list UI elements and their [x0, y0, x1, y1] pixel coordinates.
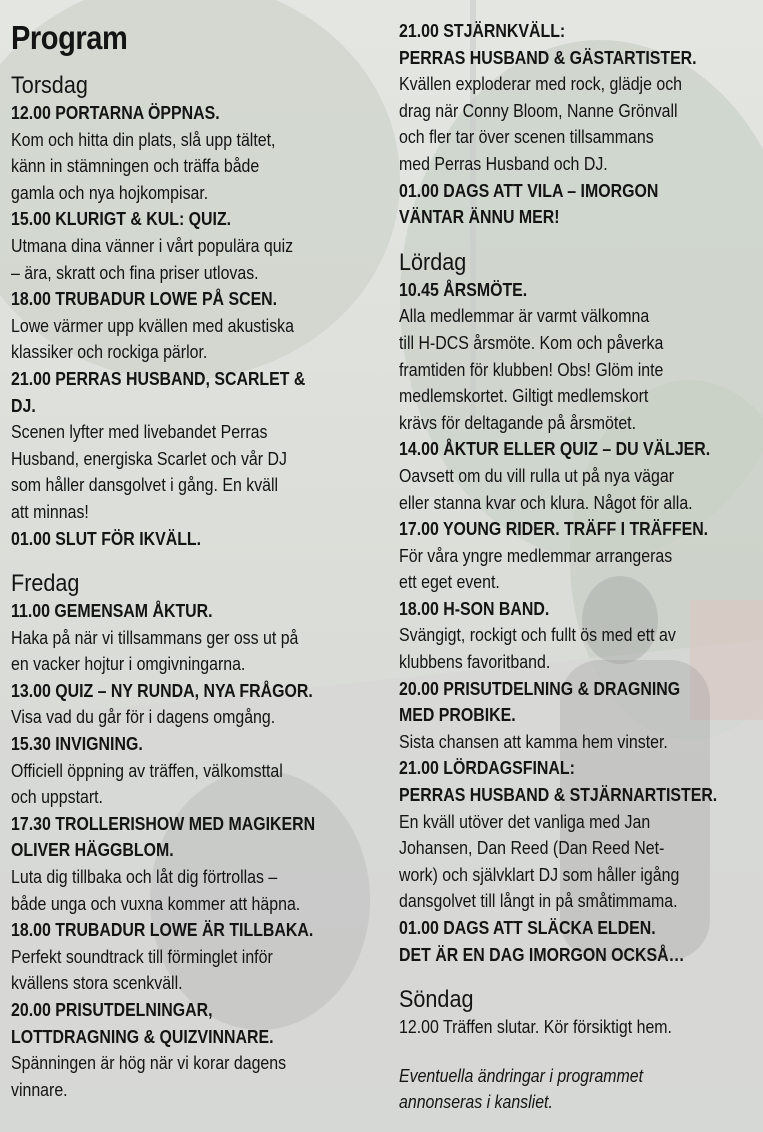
event-heading: LOTTDRAGNING & QUIZVINNARE. — [11, 1025, 274, 1047]
event-description: Spänningen är hög när vi korar dagens — [11, 1052, 287, 1074]
event-description: Haka på när vi tillsammans ger oss ut på — [11, 626, 299, 648]
event-description: drag när Conny Bloom, Nanne Grönvall — [399, 99, 678, 121]
event-heading: 15.30 INVIGNING. — [11, 733, 143, 755]
event-list-fredag — [11, 598, 383, 1103]
event-heading: DJ. — [11, 394, 36, 416]
event-description: som håller dansgolvet i gång. En kväll — [11, 474, 279, 496]
event-description: kvällens stora scenkväll. — [11, 972, 183, 994]
event-list-torsdag — [11, 100, 383, 552]
event-heading: 21.00 PERRAS HUSBAND, SCARLET & — [11, 367, 306, 389]
event-heading: PERRAS HUSBAND & GÄSTARTISTER. — [399, 46, 697, 68]
event-heading: PERRAS HUSBAND & STJÄRNARTISTER. — [399, 784, 718, 806]
event-description: dansgolvet till långt in på småtimmama. — [399, 890, 678, 912]
event-description: ett eget event. — [399, 571, 500, 593]
right-column — [399, 0, 759, 1116]
page-title: Program — [11, 19, 128, 56]
day-heading-fredag: Fredag — [11, 570, 80, 598]
event-description: framtiden för klubben! Obs! Glöm inte — [399, 358, 664, 380]
event-description: work) och självklart DJ som håller igång — [399, 863, 680, 885]
event-description: eller stanna kvar och klura. Något för alla. — [399, 491, 693, 513]
event-heading: 20.00 PRISUTDELNING & DRAGNING — [399, 677, 681, 699]
event-description: Husband, energiska Scarlet och vår DJ — [11, 447, 287, 469]
event-heading: 20.00 PRISUTDELNINGAR, — [11, 999, 213, 1020]
event-heading: 01.00 SLUT FÖR IKVÄLL. — [11, 527, 202, 549]
event-description: 12.00 Träffen slutar. Kör försiktigt hem. — [399, 1016, 672, 1038]
event-heading: DET ÄR EN DAG IMORGON OCKSÅ… — [399, 943, 685, 965]
event-list-lordag — [399, 277, 759, 968]
event-heading: 21.00 LÖRDAGSFINAL: — [399, 757, 575, 779]
event-list-sondag — [399, 1014, 759, 1041]
event-description: krävs för deltagande på årsmötet. — [399, 411, 637, 433]
event-description: Sista chansen att kamma hem vinster. — [399, 730, 668, 752]
event-heading: 18.00 H-SON BAND. — [399, 597, 550, 619]
changes-note-line: Eventuella ändringar i programmet — [399, 1064, 644, 1086]
event-heading: 15.00 KLURIGT & KUL: QUIZ. — [11, 208, 232, 230]
event-description: Perfekt soundtrack till förminglet inför — [11, 945, 273, 967]
event-description: till H-DCS årsmöte. Kom och påverka — [399, 331, 664, 353]
event-description: känn in stämningen och träffa både — [11, 155, 260, 177]
event-description: Kvällen exploderar med rock, glädje och — [399, 73, 683, 95]
event-description: Luta dig tillbaka och låt dig förtrollas – — [11, 866, 278, 888]
event-heading: MED PROBIKE. — [399, 704, 516, 726]
event-description: Utmana dina vänner i vårt populära quiz — [11, 234, 294, 256]
event-description: klassiker och rockiga pärlor. — [11, 341, 208, 363]
event-description: Visa vad du går för i dagens omgång. — [11, 706, 276, 728]
event-description: vinnare. — [11, 1078, 68, 1100]
event-description: och uppstart. — [11, 786, 103, 808]
event-heading: VÄNTAR ÄNNU MER! — [399, 206, 560, 228]
changes-note-line: annonseras i kansliet. — [399, 1091, 553, 1113]
event-heading: 14.00 ÅKTUR ELLER QUIZ – DU VÄLJER. — [399, 438, 711, 460]
day-heading-sondag: Söndag — [399, 986, 474, 1014]
event-description: medlemskortet. Giltigt medlemskort — [399, 385, 649, 407]
event-description: Kom och hitta din plats, slå upp tältet, — [11, 128, 276, 150]
event-description: Alla medlemmar är varmt välkomna — [399, 305, 650, 327]
event-heading: 13.00 QUIZ – NY RUNDA, NYA FRÅGOR. — [11, 679, 313, 701]
event-description: – ära, skratt och fina priser utlovas. — [11, 261, 259, 283]
day-heading-torsdag: Torsdag — [11, 72, 88, 99]
event-heading: 17.00 YOUNG RIDER. TRÄFF I TRÄFFEN. — [399, 518, 709, 540]
event-description: Oavsett om du vill rulla ut på nya vägar — [399, 464, 675, 486]
event-description: både unga och vuxna kommer att häpna. — [11, 892, 301, 914]
event-heading: 01.00 DAGS ATT VILA – IMORGON — [399, 179, 659, 201]
left-column — [11, 0, 383, 1103]
event-description: Officiell öppning av träffen, välkomsttal — [11, 759, 283, 781]
event-description: Scenen lyfter med livebandet Perras — [11, 421, 268, 443]
event-heading: 11.00 GEMENSAM ÅKTUR. — [11, 600, 213, 622]
event-heading: OLIVER HÄGGBLOM. — [11, 839, 174, 861]
event-description: gamla och nya hojkompisar. — [11, 181, 209, 203]
event-description: Johansen, Dan Reed (Dan Reed Net- — [399, 837, 665, 859]
day-heading-lordag: Lördag — [399, 248, 467, 276]
event-heading: 12.00 PORTARNA ÖPPNAS. — [11, 102, 220, 123]
event-heading: 01.00 DAGS ATT SLÄCKA ELDEN. — [399, 917, 656, 938]
event-heading: 18.00 TRUBADUR LOWE PÅ SCEN. — [11, 288, 278, 310]
event-description: och fler tar över scenen tillsammans — [399, 126, 654, 148]
event-description: att minnas! — [11, 500, 89, 522]
event-description: klubbens favoritband. — [399, 651, 551, 673]
event-description: En kväll utöver det vanliga med Jan — [399, 810, 651, 832]
event-description: en vacker hojtur i omgivningarna. — [11, 653, 246, 675]
event-description: Svängigt, rockigt och fullt ös med ett av — [399, 624, 676, 646]
event-heading: 18.00 TRUBADUR LOWE ÄR TILLBAKA. — [11, 919, 314, 941]
event-heading: 21.00 STJÄRNKVÄLL: — [399, 20, 566, 41]
event-description: Lowe värmer upp kvällen med akustiska — [11, 314, 294, 336]
event-description: med Perras Husband och DJ. — [399, 152, 608, 174]
event-list-fredag-continued — [399, 18, 759, 231]
event-description: För våra yngre medlemmar arrangeras — [399, 544, 673, 566]
event-heading: 10.45 ÅRSMÖTE. — [399, 278, 528, 300]
event-heading: 17.30 TROLLERISHOW MED MAGIKERN — [11, 812, 316, 834]
